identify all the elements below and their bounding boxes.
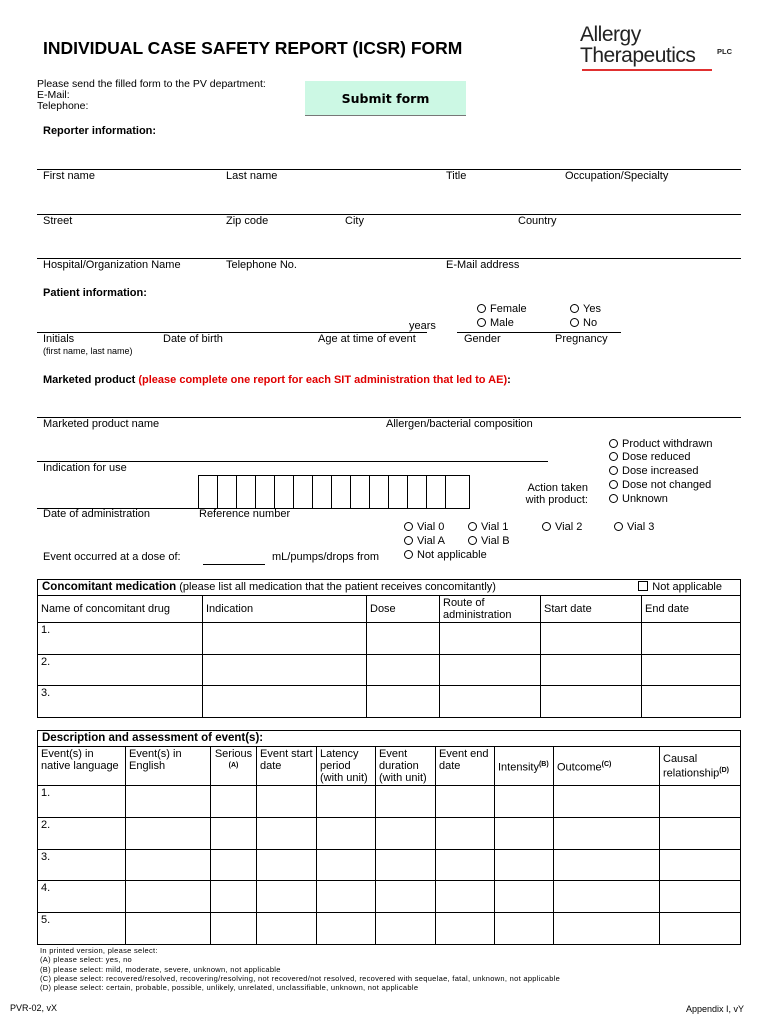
reference-digit-box[interactable] <box>255 475 256 508</box>
table-cell[interactable] <box>257 818 317 850</box>
radio-icon <box>609 452 618 461</box>
vial-label: Vial B <box>481 535 510 547</box>
table-cell[interactable] <box>126 881 211 913</box>
footnote-b: (B) please select: mild, moderate, severe, unknown, not applicable <box>40 964 281 974</box>
footer-right: Appendix I, vY <box>685 1004 744 1014</box>
radio-icon <box>468 522 477 531</box>
yes-radio-icon <box>570 304 579 313</box>
table-cell[interactable] <box>436 881 495 913</box>
radio-icon <box>609 466 618 475</box>
table-cell[interactable] <box>660 913 741 945</box>
vial-3-option[interactable] <box>614 521 654 533</box>
first-name-label: First name <box>43 170 95 182</box>
table-cell[interactable] <box>203 623 367 655</box>
male-option[interactable] <box>477 317 514 329</box>
table-cell[interactable] <box>257 913 317 945</box>
table-cell[interactable] <box>126 818 211 850</box>
table-row <box>38 655 741 686</box>
footnote-c: (C) please select: recovered/resolved, recovering/resolving, not recovered/not resolved, recovered with sequelae, fatal, unknown, not applicable <box>40 973 561 983</box>
vial-label: Vial 2 <box>555 521 583 533</box>
column-header: Event start date <box>257 747 317 786</box>
action-product-withdrawn[interactable] <box>609 438 713 450</box>
table-cell[interactable] <box>495 818 554 850</box>
column-header: Route of administration <box>440 596 541 623</box>
form-title: INDIVIDUAL CASE SAFETY REPORT (ICSR) FORM <box>43 38 463 58</box>
footnote-d: (D) please select: certain, probable, possible, unlikely, unrelated, unclassifiable, unknown, not applicable <box>40 983 419 993</box>
footer-left: PVR-02, vX <box>10 1003 58 1013</box>
table-cell[interactable] <box>211 850 257 881</box>
row-number[interactable]: 2. <box>38 818 126 850</box>
table-cell[interactable] <box>436 850 495 881</box>
table-row <box>38 818 741 850</box>
radio-icon <box>542 522 551 531</box>
reference-digit-box[interactable] <box>312 475 313 508</box>
vial-0-option[interactable] <box>404 521 444 533</box>
zip-label: Zip code <box>226 215 269 227</box>
table-cell[interactable] <box>317 850 376 881</box>
column-header: Name of concomitant drug <box>38 596 203 623</box>
table-cell[interactable] <box>317 913 376 945</box>
logo-underline <box>582 69 712 71</box>
table-cell[interactable] <box>440 686 541 718</box>
street-label: Street <box>43 215 73 227</box>
date-admin-label: Date of administration <box>43 508 150 520</box>
table-cell[interactable] <box>376 850 436 881</box>
table-cell[interactable] <box>495 881 554 913</box>
table-cell[interactable] <box>495 786 554 818</box>
vial-1-option[interactable] <box>468 521 508 533</box>
table-cell[interactable] <box>211 786 257 818</box>
table-cell[interactable] <box>126 850 211 881</box>
column-header: Dose <box>367 596 440 623</box>
divider <box>37 214 741 215</box>
email-address-label: E-Mail address <box>446 259 520 271</box>
table-cell[interactable] <box>367 623 440 655</box>
footnote-marker: (B) <box>538 760 549 768</box>
reference-digit-box[interactable] <box>426 475 427 508</box>
female-label: Female <box>490 303 527 315</box>
reference-digit-box[interactable] <box>331 475 332 508</box>
hospital-label: Hospital/Organization Name <box>43 259 181 271</box>
action-label: Dose not changed <box>622 479 712 491</box>
table-cell[interactable] <box>376 881 436 913</box>
table-cell[interactable] <box>541 686 642 718</box>
no-label: No <box>583 317 598 329</box>
logo-suffix: PLC <box>717 47 732 56</box>
reference-box-top <box>198 475 470 476</box>
column-header: End date <box>642 596 741 623</box>
years-unit: years <box>409 320 436 332</box>
events-header-cell <box>38 731 741 747</box>
serious-label: Serious <box>214 748 253 760</box>
row-number[interactable]: 1. <box>38 623 203 655</box>
reference-digit-box[interactable] <box>350 475 351 508</box>
concomitant-table <box>37 579 741 718</box>
radio-icon <box>609 439 618 448</box>
footnote-marker: (D) <box>719 766 729 774</box>
table-cell[interactable] <box>495 850 554 881</box>
table-row <box>38 850 741 881</box>
product-heading-note: (please complete one report for each SIT administration that led to AE) <box>138 374 508 386</box>
footnotes <box>40 946 560 992</box>
action-label: Product withdrawn <box>622 438 713 450</box>
action-dose-reduced[interactable] <box>609 451 691 463</box>
table-cell[interactable] <box>660 850 741 881</box>
column-header: Indication <box>203 596 367 623</box>
column-header: Event(s) in English <box>126 747 211 786</box>
reference-digit-box[interactable] <box>388 475 389 508</box>
action-taken-line2: with product: <box>525 494 588 506</box>
reference-box-end <box>469 475 470 508</box>
vial-label: Vial 1 <box>481 521 509 533</box>
column-header: Start date <box>541 596 642 623</box>
pregnancy-no-option[interactable] <box>570 317 597 329</box>
row-number[interactable]: 1. <box>38 786 126 818</box>
row-number[interactable]: 4. <box>38 881 126 913</box>
action-dose-increased[interactable] <box>609 465 698 477</box>
radio-icon <box>404 536 413 545</box>
company-logo <box>580 23 732 67</box>
row-number[interactable]: 2. <box>38 655 203 686</box>
action-label: Dose reduced <box>622 451 691 463</box>
allergen-label: Allergen/bacterial composition <box>386 418 533 430</box>
action-label: Unknown <box>622 493 668 505</box>
table-cell[interactable] <box>660 818 741 850</box>
male-label: Male <box>490 317 514 329</box>
table-cell[interactable] <box>211 881 257 913</box>
radio-icon <box>404 550 413 559</box>
reference-digit-box[interactable] <box>274 475 275 508</box>
footnote-marker: (C) <box>601 760 612 768</box>
table-cell[interactable] <box>660 881 741 913</box>
table-cell[interactable] <box>376 818 436 850</box>
row-number[interactable]: 5. <box>38 913 126 945</box>
column-header-outcome <box>554 747 660 786</box>
concomitant-note: (please list all medication that the patient receives concomitantly) <box>179 581 496 593</box>
vial-b-option[interactable] <box>468 535 510 547</box>
table-cell[interactable] <box>376 786 436 818</box>
action-taken-line1: Action taken <box>527 482 588 494</box>
dob-label: Date of birth <box>163 333 223 345</box>
product-heading-text: Marketed product <box>43 374 136 386</box>
telephone-label: Telephone: <box>37 100 89 112</box>
footnote-marker: (A) <box>228 762 239 769</box>
pregnancy-yes-option[interactable] <box>570 303 601 315</box>
city-label: City <box>345 215 364 227</box>
no-radio-icon <box>570 318 579 327</box>
vial-label: Not applicable <box>417 549 487 561</box>
events-heading: Description and assessment of event(s): <box>42 732 264 744</box>
reference-digit-box[interactable] <box>198 475 199 508</box>
vial-2-option[interactable] <box>542 521 582 533</box>
outcome-label: Outcome <box>557 761 602 774</box>
female-radio-icon <box>477 304 486 313</box>
dose-label: Event occurred at a dose of: <box>43 551 181 563</box>
pregnancy-label: Pregnancy <box>555 333 608 345</box>
reference-digit-box[interactable] <box>217 475 218 508</box>
table-cell[interactable] <box>642 655 741 686</box>
table-row <box>38 686 741 718</box>
table-cell[interactable] <box>440 623 541 655</box>
table-cell[interactable] <box>257 881 317 913</box>
age-label: Age at time of event <box>318 333 416 345</box>
vial-not-applicable-option[interactable] <box>404 549 487 561</box>
table-cell[interactable] <box>257 850 317 881</box>
concomitant-not-applicable[interactable] <box>638 581 722 593</box>
logo-line1: Allergy <box>580 23 641 46</box>
vial-label: Vial A <box>417 535 445 547</box>
table-cell[interactable] <box>554 913 660 945</box>
title-label: Title <box>446 170 467 182</box>
table-cell[interactable] <box>554 818 660 850</box>
reference-digit-box[interactable] <box>293 475 294 508</box>
table-cell[interactable] <box>367 655 440 686</box>
send-instruction: Please send the filled form to the PV department: <box>37 78 266 90</box>
reference-digit-box[interactable] <box>369 475 370 508</box>
yes-label: Yes <box>583 303 601 315</box>
column-header-serious <box>211 747 257 786</box>
table-cell[interactable] <box>554 850 660 881</box>
not-applicable-label: Not applicable <box>652 581 722 593</box>
row-number[interactable]: 3. <box>38 686 203 718</box>
product-name-label: Marketed product name <box>43 418 160 430</box>
footnote-a: (A) please select: yes, no <box>40 955 133 965</box>
table-cell[interactable] <box>257 786 317 818</box>
action-unknown[interactable] <box>609 493 668 505</box>
table-cell[interactable] <box>203 655 367 686</box>
vial-a-option[interactable] <box>404 535 445 547</box>
footnote-intro: In printed version, please select: <box>40 946 158 955</box>
reporter-heading: Reporter information: <box>43 125 157 137</box>
table-row <box>38 786 741 818</box>
reference-digit-box[interactable] <box>445 475 446 508</box>
occupation-label: Occupation/Specialty <box>565 170 669 182</box>
dose-input-line[interactable] <box>203 564 265 565</box>
email-label: E-Mail: <box>37 89 70 101</box>
events-table <box>37 730 741 945</box>
initials-label: Initials <box>43 333 75 345</box>
intensity-label: Intensity <box>498 761 539 774</box>
reference-label: Reference number <box>199 508 291 520</box>
male-radio-icon <box>477 318 486 327</box>
country-label: Country <box>518 215 557 227</box>
table-cell[interactable] <box>660 786 741 818</box>
table-cell[interactable] <box>317 881 376 913</box>
table-cell[interactable] <box>495 913 554 945</box>
radio-icon <box>609 494 618 503</box>
vial-label: Vial 0 <box>417 521 445 533</box>
concomitant-heading: Concomitant medication <box>42 581 177 593</box>
product-heading-colon: : <box>507 374 511 386</box>
female-option[interactable] <box>477 303 527 315</box>
action-dose-not-changed[interactable] <box>609 479 711 491</box>
logo-line2: Therapeutics <box>580 44 696 67</box>
concomitant-header-cell <box>38 580 741 596</box>
table-cell[interactable] <box>436 786 495 818</box>
vial-label: Vial 3 <box>627 521 655 533</box>
table-cell[interactable] <box>211 818 257 850</box>
column-header-causal <box>660 747 741 786</box>
table-cell[interactable] <box>126 913 211 945</box>
table-cell[interactable] <box>203 686 367 718</box>
table-cell[interactable] <box>642 686 741 718</box>
table-cell[interactable] <box>554 881 660 913</box>
action-label: Dose increased <box>622 465 699 477</box>
table-cell[interactable] <box>541 623 642 655</box>
radio-icon <box>468 536 477 545</box>
causal-label: Causal relationship <box>663 752 720 780</box>
table-cell[interactable] <box>367 686 440 718</box>
table-row <box>38 913 741 945</box>
last-name-label: Last name <box>226 170 278 182</box>
submit-form-button[interactable]: Submit form <box>305 81 466 116</box>
table-cell[interactable] <box>211 913 257 945</box>
column-header: Latency period (with unit) <box>317 747 376 786</box>
initials-hint: (first name, last name) <box>43 346 133 356</box>
telephone-no-label: Telephone No. <box>226 259 297 271</box>
radio-icon <box>614 522 623 531</box>
table-cell[interactable] <box>317 786 376 818</box>
radio-icon <box>404 522 413 531</box>
row-number[interactable]: 3. <box>38 850 126 881</box>
table-cell[interactable] <box>436 818 495 850</box>
checkbox-icon <box>638 581 648 591</box>
column-header: Event duration (with unit) <box>376 747 436 786</box>
table-cell[interactable] <box>376 913 436 945</box>
table-cell[interactable] <box>440 655 541 686</box>
column-header-intensity <box>495 747 554 786</box>
table-cell[interactable] <box>642 623 741 655</box>
table-row <box>38 881 741 913</box>
table-cell[interactable] <box>436 913 495 945</box>
dose-unit-label: mL/pumps/drops from <box>272 551 379 563</box>
product-heading <box>43 374 511 386</box>
radio-icon <box>609 480 618 489</box>
patient-heading: Patient information: <box>43 287 147 299</box>
gender-label: Gender <box>464 333 501 345</box>
table-cell[interactable] <box>126 786 211 818</box>
table-cell[interactable] <box>554 786 660 818</box>
column-header: Event end date <box>436 747 495 786</box>
reference-digit-box[interactable] <box>407 475 408 508</box>
indication-label: Indication for use <box>43 462 127 474</box>
table-row <box>38 623 741 655</box>
column-header: Event(s) in native language <box>38 747 126 786</box>
action-taken-label <box>509 482 588 506</box>
table-cell[interactable] <box>317 818 376 850</box>
reference-digit-box[interactable] <box>236 475 237 508</box>
table-cell[interactable] <box>541 655 642 686</box>
